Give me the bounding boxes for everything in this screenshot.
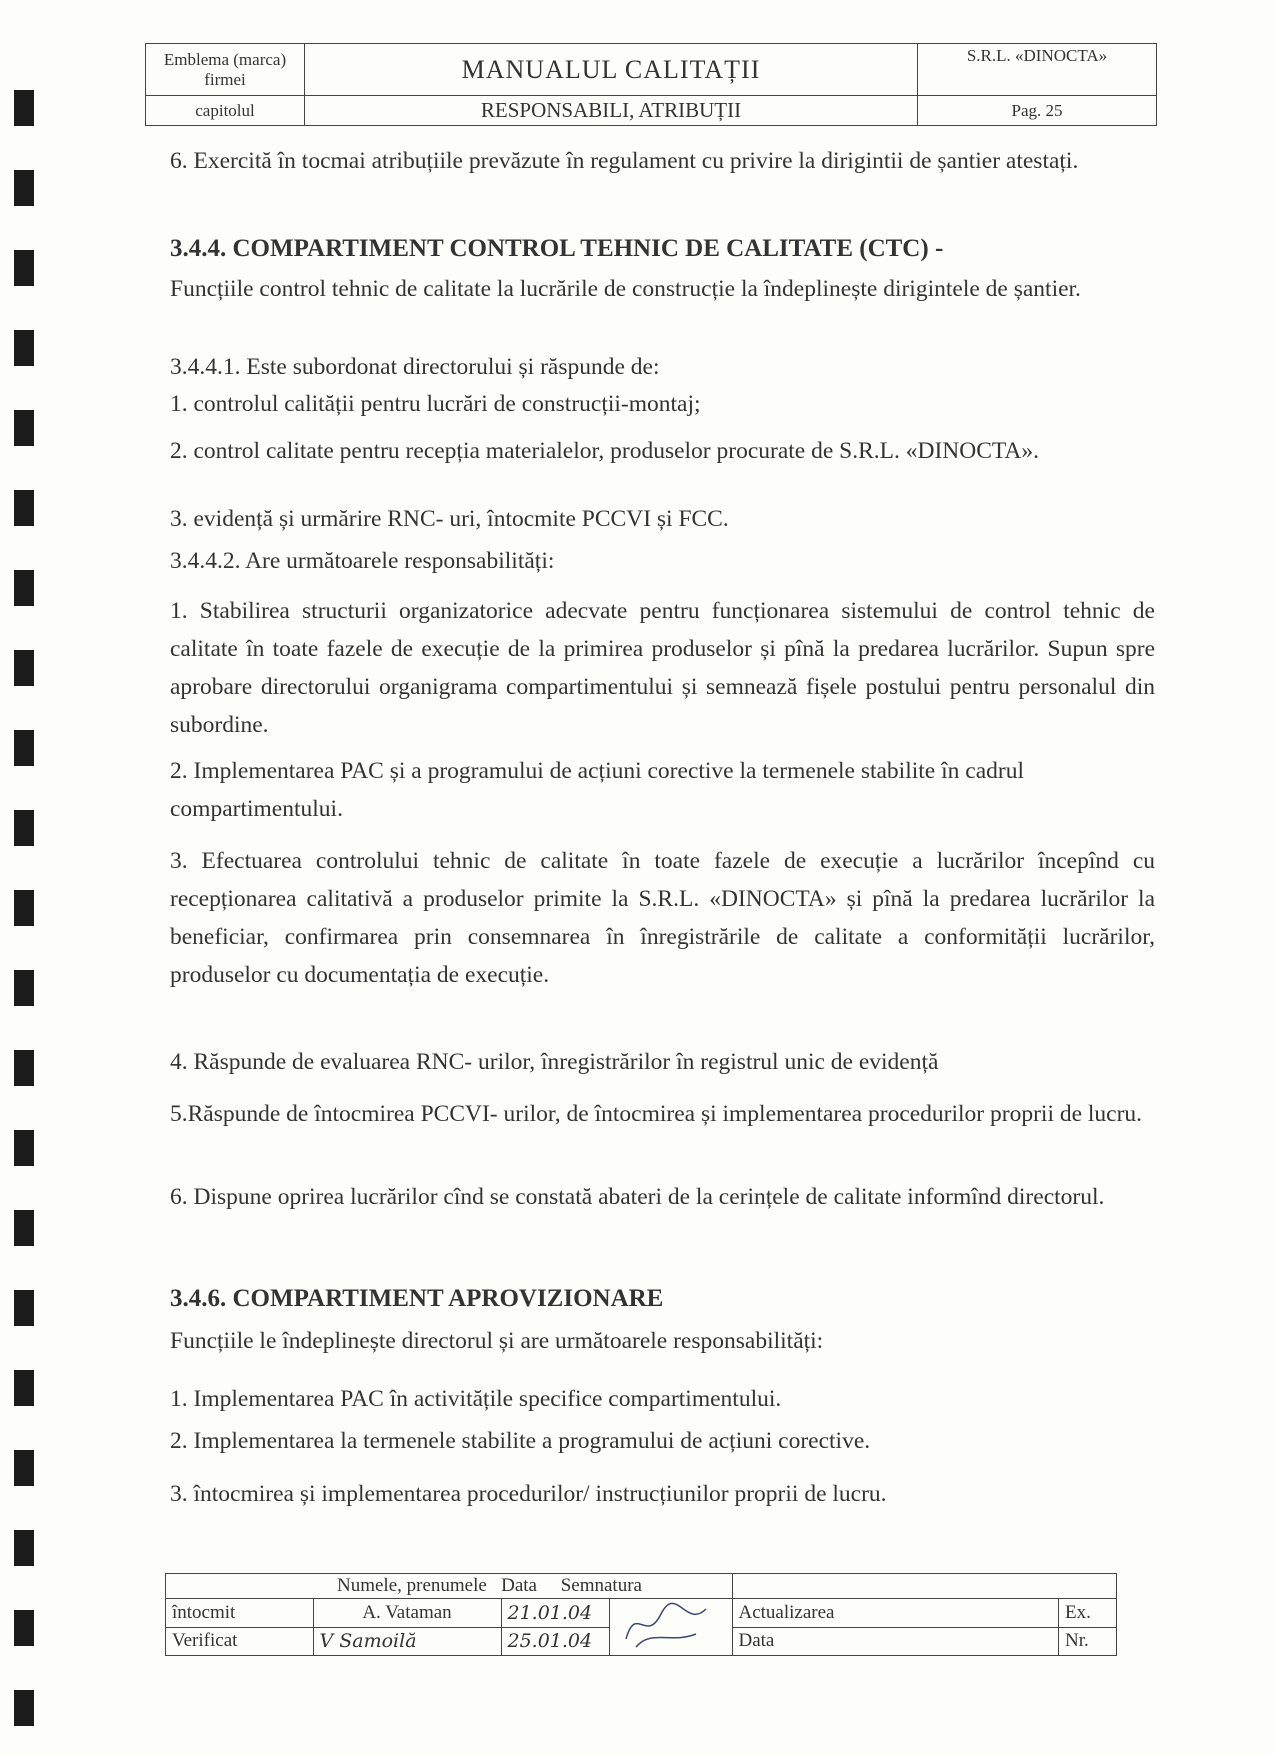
list-item: 1. Implementarea PAC în activitățile specifice compartimentului. [170, 1386, 782, 1412]
list-item: 3. întocmirea și implementarea procedurilor/ instrucțiunilor proprii de lucru. [170, 1481, 887, 1507]
paragraph: Funcțiile control tehnic de calitate la lucrările de construcție la îndeplinește dirigintele de șantier. [170, 276, 1081, 302]
author-date: 21.01.04 [501, 1599, 609, 1628]
chapter-title: RESPONSABILI, ATRIBUȚII [305, 96, 918, 126]
section-heading: 3.4.4. COMPARTIMENT CONTROL TEHNIC DE CALITATE (CTC) - [170, 235, 944, 262]
list-item: 1. controlul calității pentru lucrări de construcții-montaj; [170, 391, 701, 417]
date-label: Data [732, 1627, 1059, 1656]
list-item: 6. Dispune oprirea lucrărilor cînd se constată abateri de la cerințele de calitate informînd directorul. [170, 1184, 1105, 1210]
subsection: 3.4.4.1. Este subordonat directorului și răspunde de: [170, 354, 660, 380]
section-heading: 3.4.6. COMPARTIMENT APROVIZIONARE [170, 1285, 664, 1312]
list-item: 3. evidență și urmărire RNC- uri, întocmite PCCVI și FCC. [170, 506, 729, 532]
list-item: 4. Răspunde de evaluarea RNC- urilor, înregistrărilor în registrul unic de evidență [170, 1049, 939, 1075]
col-date: Data [501, 1575, 537, 1596]
paragraph: 6. Exercită în tocmai atribuțiile prevăzute în regulament cu privire la dirigintii de șantier atestați. [170, 148, 1079, 174]
signature [609, 1599, 732, 1656]
verifier-name: V Samoilă [313, 1627, 501, 1656]
chapter-label: capitolul [146, 96, 305, 126]
row-label: Verificat [166, 1627, 314, 1656]
list-item: 3. Efectuarea controlului tehnic de calitate în toate fazele de execuție a lucrărilor începînd cu recepționarea calitativă a produselor primite la S.R.L. «DINOCTA» și pînă la predarea lucrărilor la beneficiar, confirmarea prin consemnarea în înregistrările de calitate a conformității lucrărilor, produselor cu documentația de execuție. [170, 848, 1155, 988]
subsection: 3.4.4.2. Are următoarele responsabilități: [170, 548, 555, 574]
list-item: 2. Implementarea la termenele stabilite a programului de acțiuni corective. [170, 1428, 871, 1454]
author-name: A. Vataman [313, 1599, 501, 1628]
list-item: 1. Stabilirea structurii organizatorice adecvate pentru funcționarea sistemului de control tehnic de calitate în toate fazele de execuție de la primirea produselor și pînă la predarea lucrărilor. Supun spre aprobare directorului organigrama compartimentului și semnează fișele postului pentru personalul din subordine. [170, 598, 1155, 738]
page-number: Pag. 25 [918, 96, 1157, 126]
verifier-date: 25.01.04 [501, 1627, 609, 1656]
company-name: S.R.L. «DINOCTA» [918, 44, 1157, 96]
list-item: 2. Implementarea PAC și a programului de acțiuni corective la termenele stabilite în cadrul compartimentului. [170, 758, 1024, 822]
list-item: 5.Răspunde de întocmirea PCCVI- urilor, de întocmirea și implementarea procedurilor proprii de lucru. [170, 1101, 1143, 1127]
paragraph: Funcțiile le îndeplinește directorul și are următoarele responsabilități: [170, 1328, 824, 1354]
binding-holes [4, 40, 44, 1740]
list-item: 2. control calitate pentru recepția materialelor, produselor procurate de S.R.L. «DINOCTA». [170, 438, 1039, 464]
approval-table [165, 1573, 1117, 1656]
manual-title: MANUALUL CALITAȚII [305, 44, 918, 96]
row-label: întocmit [166, 1599, 314, 1628]
header-table [145, 43, 1157, 126]
col-name: Numele, prenumele [337, 1575, 487, 1596]
nr-label: Nr. [1059, 1627, 1117, 1656]
ex-label: Ex. [1059, 1599, 1117, 1628]
emblem-cell: Emblema (marca) firmei [146, 44, 305, 96]
col-sign: Semnatura [560, 1575, 642, 1596]
update-label: Actualizarea [732, 1599, 1059, 1628]
